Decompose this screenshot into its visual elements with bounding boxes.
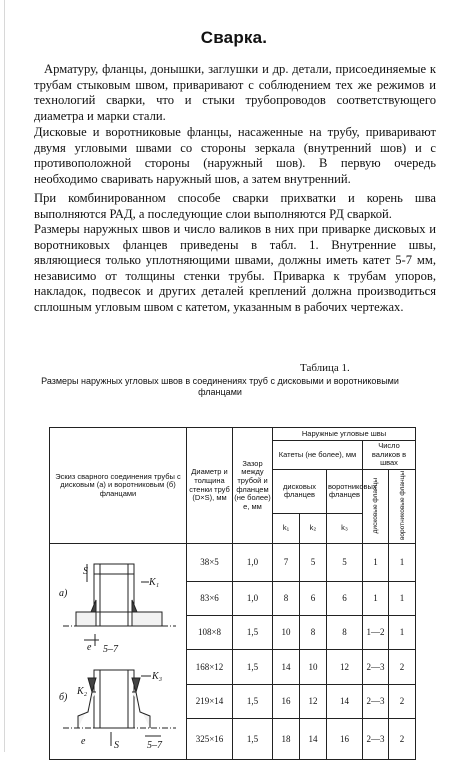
cell-passes-collar: 1 <box>389 615 416 649</box>
cell-gap: 1,0 <box>233 544 273 581</box>
sketch-label-s-a: S <box>83 565 88 577</box>
cell-passes-disk: 1 <box>363 544 389 581</box>
header-disk-flanges: дисковых фланцев <box>273 469 327 513</box>
cell-k2: 10 <box>300 649 327 684</box>
cell-k3: 16 <box>327 719 363 760</box>
cell-k3: 12 <box>327 649 363 684</box>
paragraph-1: Арматуру, фланцы, донышки, заглушки и др. детали, присоединяемые к трубам стыковым швом, приваривают с соблюдением тех же режимов и технологий сварки, что и стыки трубопроводов соответствующего диаметра и марки стали. <box>34 62 436 123</box>
cell-passes-collar: 2 <box>389 684 416 718</box>
cell-passes-collar: 2 <box>389 649 416 684</box>
cell-k3: 8 <box>327 615 363 649</box>
sketch-label-k3: K₃ <box>152 670 163 682</box>
header-k2: k₂ <box>300 513 327 544</box>
sketch-label-k2: K₂ <box>77 685 88 697</box>
sketch-label-range-a: 5–7 <box>103 643 118 655</box>
cell-k1: 7 <box>273 544 300 581</box>
sketch-label-e-b: e <box>81 735 86 747</box>
cell-k1: 10 <box>273 615 300 649</box>
cell-diameter: 83×6 <box>187 581 233 615</box>
header-sketch: Эскиз сварного соединения трубы с дисковым (а) и воротниковым (б) фланцами <box>50 428 187 544</box>
sketch-label-k1: K₁ <box>149 576 160 588</box>
header-passes-collar: воротниковые фланцы <box>398 470 406 540</box>
cell-k2: 8 <box>300 615 327 649</box>
header-outer-welds: Наружные угловые швы <box>273 428 416 441</box>
sketch-label-b: б) <box>59 691 68 703</box>
cell-diameter: 219×14 <box>187 684 233 718</box>
header-k3: k₃ <box>327 513 363 544</box>
sketch-label-s-b: S <box>114 739 119 751</box>
cell-passes-collar: 1 <box>389 581 416 615</box>
cell-k1: 14 <box>273 649 300 684</box>
cell-passes-disk: 2—3 <box>363 719 389 760</box>
header-diameter: Диаметр и толщина стенки труб (D×S), мм <box>187 428 233 544</box>
cell-k2: 14 <box>300 719 327 760</box>
cell-passes-disk: 1 <box>363 581 389 615</box>
sketch-label-a: а) <box>59 587 68 599</box>
cell-k2: 6 <box>300 581 327 615</box>
cell-diameter: 325×16 <box>187 719 233 760</box>
cell-k1: 16 <box>273 684 300 718</box>
table-number: Таблица 1. <box>300 362 350 374</box>
weld-sketch-drawing <box>51 552 186 752</box>
paragraph-2: Дисковые и воротниковые фланцы, насаженные на трубу, приваривают двумя угловыми швами со стороны зеркала (внутренний шов) и с противоположной стороны (наружный шов). В первую очередь необходимо сваривать наружный шов, а затем внутренний. <box>34 125 436 186</box>
cell-diameter: 38×5 <box>187 544 233 581</box>
sketch-label-range-b: 5–7 <box>147 739 162 751</box>
cell-k1: 18 <box>273 719 300 760</box>
paragraph-4: Размеры наружных швов и число валиков в них при приварке дисковых и воротниковых фланцев приведены в табл. 1. Внутренние швы, являющиеся только уплотняющими швами, должны иметь катет 5-7 мм, независимо от толщины стенки трубы. Приварка к трубам упоров, накладок, подвесок и других деталей креплений должна производиться сплошным угловым швом с катетом, указанным в рабочих чертежах. <box>34 222 436 314</box>
weld-sketch <box>50 544 187 760</box>
cell-gap: 1,5 <box>233 719 273 760</box>
cell-passes-disk: 2—3 <box>363 684 389 718</box>
cell-gap: 1,5 <box>233 649 273 684</box>
paragraph-3: При комбинированном способе сварки прихватки и корень шва выполняются РАД, а последующие слои выполняются РД сваркой. <box>34 191 436 221</box>
cell-passes-disk: 2—3 <box>363 649 389 684</box>
sketch-label-e-a: e <box>87 641 92 653</box>
cell-k3: 5 <box>327 544 363 581</box>
cell-passes-collar: 1 <box>389 544 416 581</box>
header-collar-flanges: воротниковых фланцев <box>327 469 363 513</box>
header-legs: Катеты (не более), мм <box>273 441 363 470</box>
weld-table <box>49 427 416 760</box>
cell-k2: 12 <box>300 684 327 718</box>
header-gap: Зазор между трубой и фланцем (не более) e, мм <box>233 428 273 544</box>
page-title: Сварка. <box>200 28 268 47</box>
cell-k2: 5 <box>300 544 327 581</box>
cell-k3: 14 <box>327 684 363 718</box>
cell-diameter: 168×12 <box>187 649 233 684</box>
header-passes: Число валиков в швах <box>363 441 416 470</box>
cell-k1: 8 <box>273 581 300 615</box>
header-passes-disk: дисковые фланцы <box>372 477 379 533</box>
header-k1: k₁ <box>273 513 300 544</box>
cell-passes-collar: 2 <box>389 719 416 760</box>
cell-diameter: 108×8 <box>187 615 233 649</box>
cell-passes-disk: 1—2 <box>363 615 389 649</box>
cell-gap: 1,0 <box>233 581 273 615</box>
cell-gap: 1,5 <box>233 615 273 649</box>
table-caption: Размеры наружных угловых швов в соединениях труб с дисковыми и воротниковыми фланцами <box>41 376 399 397</box>
cell-k3: 6 <box>327 581 363 615</box>
cell-gap: 1,5 <box>233 684 273 718</box>
page-edge <box>4 0 5 752</box>
